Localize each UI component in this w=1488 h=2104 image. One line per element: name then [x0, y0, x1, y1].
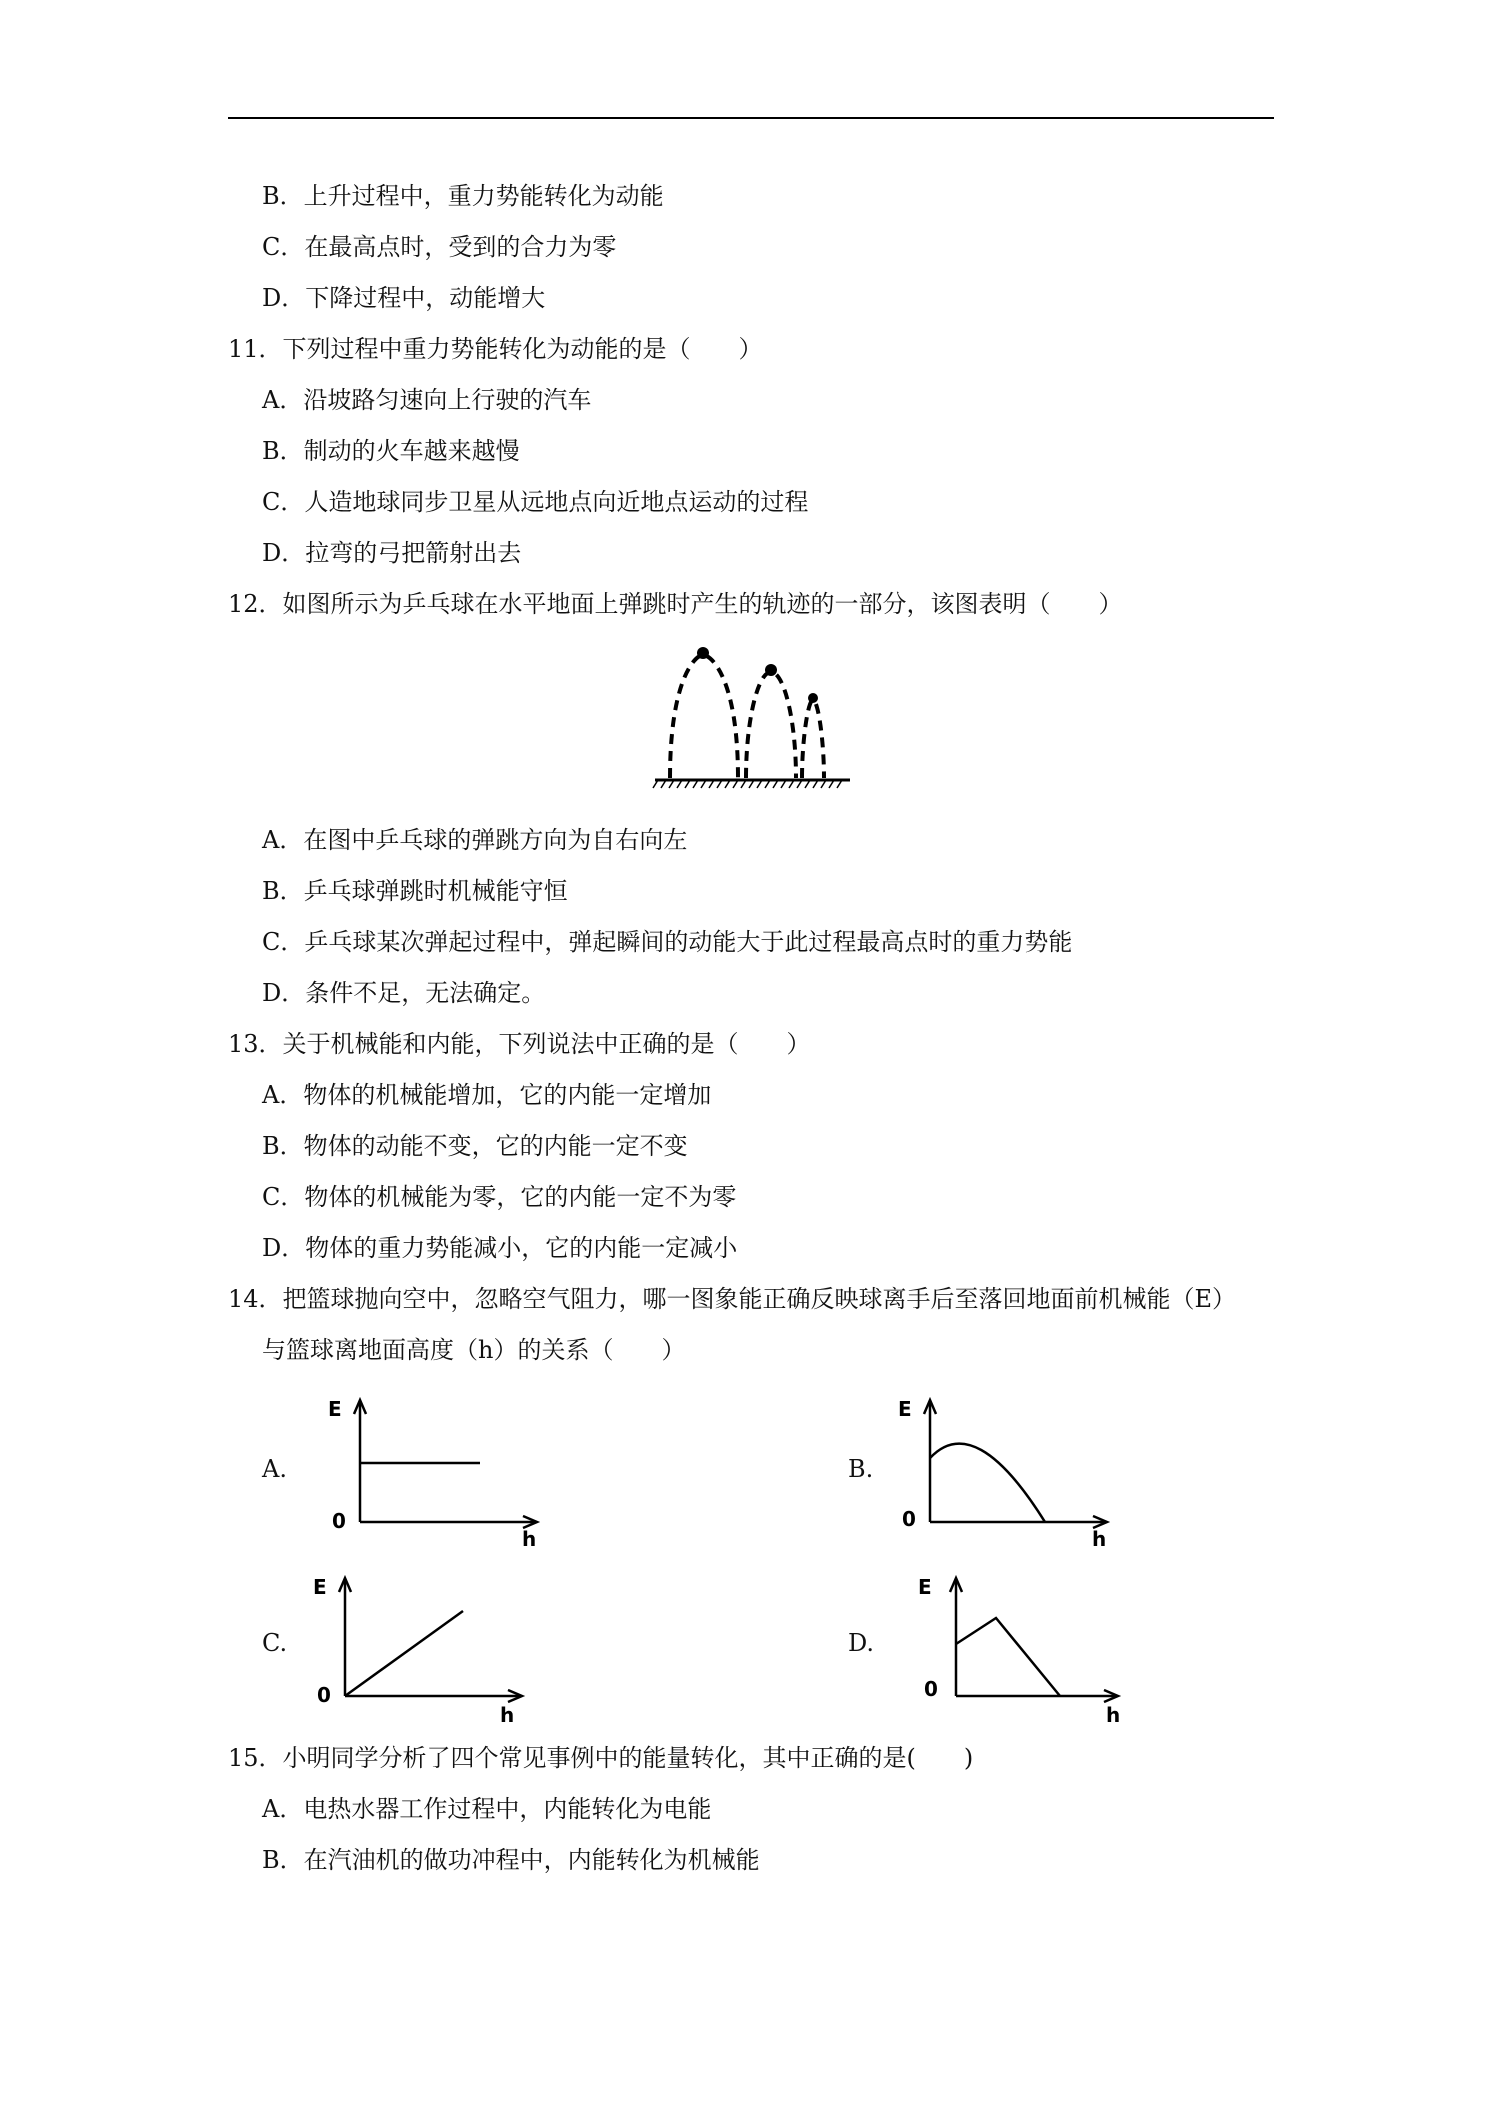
- q15-option-b: B．在汽油机的做功冲程中，内能转化为机械能: [262, 1846, 760, 1874]
- q10-option-d: D．下降过程中，动能增大: [262, 284, 546, 312]
- q14-graph-b: [890, 1390, 1120, 1550]
- q14-stem-line2: 与篮球离地面高度（h）的关系（ ）: [262, 1336, 686, 1364]
- q14-graph-c-label: C.: [262, 1629, 288, 1657]
- q13-option-b: B．物体的动能不变，它的内能一定不变: [262, 1132, 688, 1160]
- q11-option-b: B．制动的火车越来越慢: [262, 437, 520, 465]
- q12-option-b: B．乒乓球弹跳时机械能守恒: [262, 877, 568, 905]
- q14-graph-d-y-label: E: [918, 1575, 932, 1599]
- q11-stem: 11．下列过程中重力势能转化为动能的是（ ）: [228, 335, 763, 363]
- q13-option-d: D．物体的重力势能减小，它的内能一定减小: [262, 1234, 738, 1262]
- q14-graph-b-label: B.: [848, 1455, 874, 1483]
- q12-option-c: C．乒乓球某次弹起过程中，弹起瞬间的动能大于此过程最高点时的重力势能: [262, 928, 1073, 956]
- q10-option-c: C．在最高点时，受到的合力为零: [262, 233, 617, 261]
- q13-option-c: C．物体的机械能为零，它的内能一定不为零: [262, 1183, 737, 1211]
- q12-option-d: D．条件不足，无法确定。: [262, 979, 546, 1007]
- q14-graph-a-origin: 0: [332, 1509, 346, 1533]
- q10-option-b: B．上升过程中，重力势能转化为动能: [262, 182, 664, 210]
- q12-stem: 12．如图所示为乒乓球在水平地面上弹跳时产生的轨迹的一部分，该图表明（ ）: [228, 590, 1123, 618]
- header-rule: [228, 117, 1274, 119]
- q14-graph-c-origin: 0: [317, 1683, 331, 1707]
- q14-graph-b-y-label: E: [898, 1397, 912, 1421]
- q14-graph-c-x-label: h: [500, 1703, 515, 1727]
- q14-graph-a-label: A.: [262, 1455, 287, 1483]
- q11-option-a: A．沿坡路匀速向上行驶的汽车: [262, 386, 592, 414]
- q13-stem: 13．关于机械能和内能，下列说法中正确的是（ ）: [228, 1030, 811, 1058]
- q12-option-a: A．在图中乒乓球的弹跳方向为自右向左: [262, 826, 688, 854]
- q14-graph-b-x-label: h: [1092, 1527, 1107, 1550]
- q15-stem: 15．小明同学分析了四个常见事例中的能量转化，其中正确的是( ): [228, 1744, 974, 1772]
- q14-graph-d-origin: 0: [924, 1677, 938, 1701]
- q14-stem-line1: 14．把篮球抛向空中，忽略空气阻力，哪一图象能正确反映球离手后至落回地面前机械能（E）: [228, 1285, 1237, 1313]
- q14-graph-b-origin: 0: [902, 1507, 916, 1531]
- q14-graph-d-x-label: h: [1106, 1703, 1121, 1727]
- q13-option-a: A．物体的机械能增加，它的内能一定增加: [262, 1081, 712, 1109]
- q11-option-d: D．拉弯的弓把箭射出去: [262, 539, 522, 567]
- q15-option-a: A．电热水器工作过程中，内能转化为电能: [262, 1795, 712, 1823]
- q14-graph-a: [320, 1390, 550, 1550]
- q14-graph-d-label: D.: [848, 1629, 875, 1657]
- ping-pong-trajectory-figure: [650, 640, 860, 795]
- q14-graph-c-y-label: E: [313, 1575, 327, 1599]
- q11-option-c: C．人造地球同步卫星从远地点向近地点运动的过程: [262, 488, 809, 516]
- q14-graph-c: [305, 1568, 535, 1728]
- q14-graph-a-x-label: h: [522, 1527, 537, 1550]
- q14-graph-d: [898, 1568, 1128, 1728]
- q14-graph-a-y-label: E: [328, 1397, 342, 1421]
